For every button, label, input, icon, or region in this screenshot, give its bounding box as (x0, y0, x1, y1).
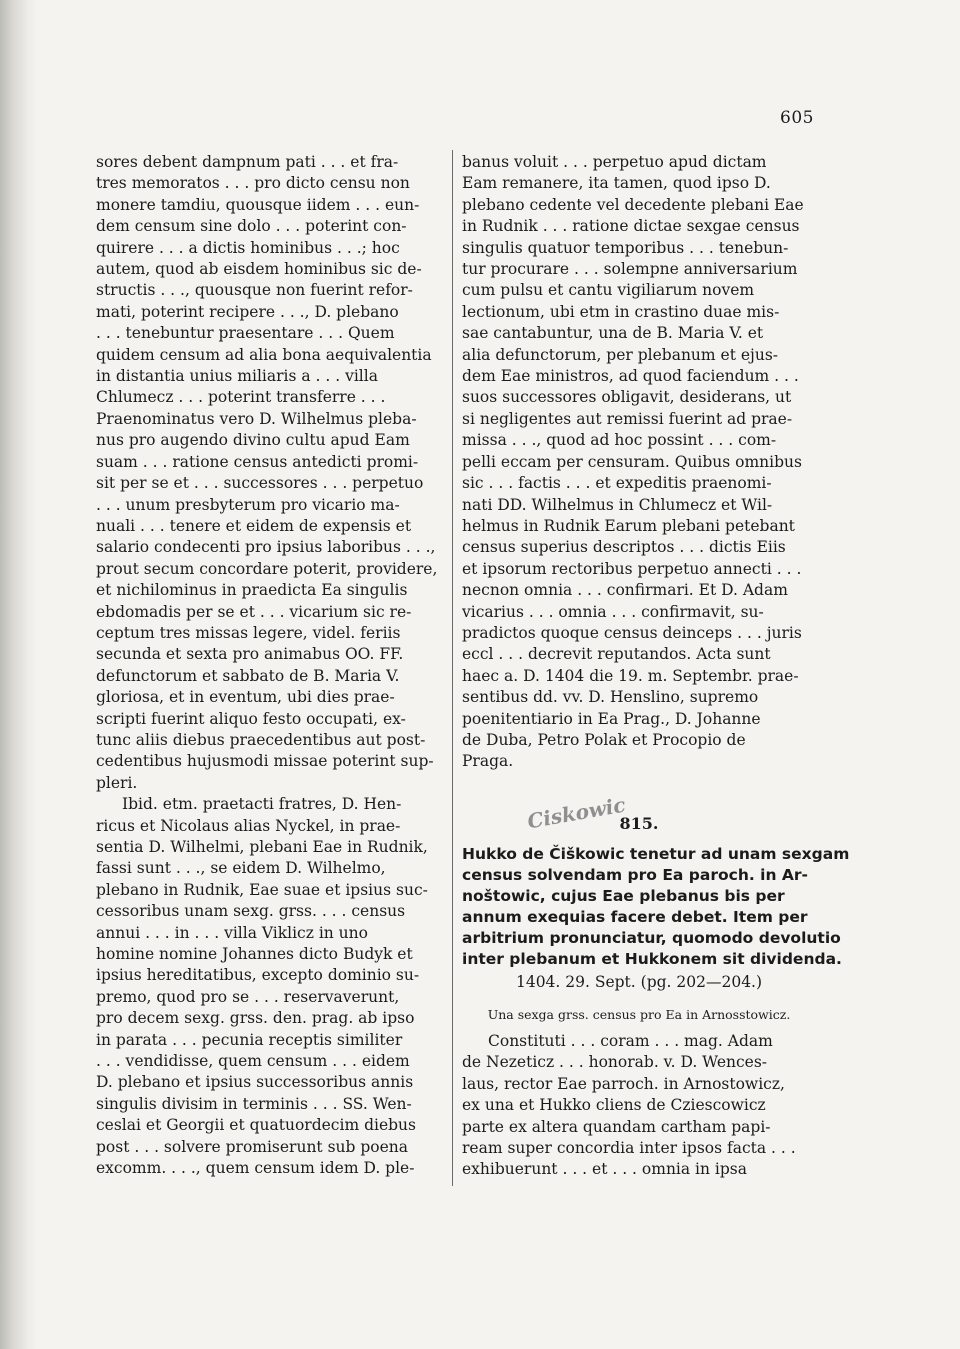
text-line: ebdomadis per se et . . . vicarium sic re- (96, 602, 412, 621)
text-line: pleri. (96, 773, 138, 792)
text-line: quidem censum ad alia bona aequivalentia (96, 345, 432, 364)
text-line: missa . . ., quod ad hoc possint . . . com- (462, 431, 777, 450)
text-line: nati DD. Wilhelmus in Chlumecz et Wil- (462, 495, 773, 514)
text-line: nus pro augendo divino cultu apud Eam (96, 431, 410, 450)
text-line: ex una et Hukko cliens de Cziescowicz (462, 1096, 766, 1115)
text-line: ipsius hereditatibus, excepto dominio su- (96, 966, 420, 985)
right-column (462, 152, 850, 1181)
text-line: Chlumecz . . . poterint transferre . . . (96, 388, 386, 407)
section-heading (462, 844, 850, 970)
text-line: banus voluit . . . perpetuo apud dictam (462, 153, 767, 171)
text-line: suos successores obligavit, desiderans, ut (462, 388, 792, 407)
text-line: in parata . . . pecunia receptis similiter (96, 1030, 403, 1049)
text-line: lectionum, ubi etm in crastino duae mis- (462, 302, 780, 321)
text-line: suam . . . ratione census antedicti promi- (96, 452, 419, 471)
text-line: tur procurare . . . solempne anniversarium (462, 260, 798, 279)
column-divider (452, 150, 453, 1186)
text-line: sic . . . factis . . . et expeditis praenomi- (462, 474, 772, 493)
text-line: plebano in Rudnik, Eae suae et ipsius suc- (96, 880, 428, 899)
text-line: et nichilominus in praedicta Ea singulis (96, 581, 408, 600)
text-line: inter plebanum et Hukkonem sit dividenda. (462, 950, 842, 969)
section-number-text: 815. (619, 813, 659, 833)
text-line: alia defunctorum, per plebanum et ejus- (462, 345, 779, 364)
text-line: tunc aliis diebus praecedentibus aut post- (96, 730, 426, 749)
text-line: autem, quod ab eisdem hominibus sic de- (96, 260, 422, 279)
text-line: dem Eae ministros, ad quod faciendum . . . (462, 367, 799, 386)
text-line: structis . . ., quousque non fuerint refor- (96, 281, 413, 300)
text-line: arbitrium pronunciatur, quomodo devolutio (462, 929, 841, 948)
text-line: sae cantabuntur, una de B. Maria V. et (462, 324, 764, 343)
text-line: sentia D. Wilhelmi, plebani Eae in Rudnik, (96, 838, 428, 856)
text-line: in distantia unius miliaris a . . . villa (96, 367, 378, 386)
text-line: quirere . . . a dictis hominibus . . .; hoc (96, 238, 400, 257)
text-line: excomm. . . ., quem censum idem D. ple- (96, 1159, 415, 1178)
text-line: laus, rector Eae parroch. in Arnostowicz, (462, 1074, 785, 1093)
text-line: cessoribus unam sexg. grss. . . . census (96, 902, 406, 921)
text-line: annum exequias facere debet. Item per (462, 908, 808, 927)
text-line: census solvendam pro Ea paroch. in Ar- (462, 866, 808, 885)
text-line: homine nomine Johannes dicto Budyk et (96, 945, 413, 964)
text-line: ricus et Nicolaus alias Nyckel, in prae- (96, 816, 401, 835)
text-line: eccl . . . decrevit reputandos. Acta sunt (462, 645, 771, 664)
text-line: noštowic, cujus Eae plebanus bis per (462, 887, 785, 906)
section-date: 1404. 29. Sept. (pg. 202—204.) (515, 973, 763, 992)
text-line: parte ex altera quandam cartham papi- (462, 1117, 771, 1136)
text-line: singulis quatuor temporibus . . . tenebun- (462, 238, 789, 257)
book-spine-shadow (0, 0, 38, 1349)
text-line: ream super concordia inter ipsos facta . . . (462, 1139, 796, 1158)
text-line: cum pulsu et cantu vigiliarum novem (462, 281, 755, 300)
text-line: annui . . . in . . . villa Viklicz in uno (96, 923, 368, 942)
text-line: fassi sunt . . ., se eidem D. Wilhelmo, (96, 859, 386, 878)
text-line: premo, quod pro se . . . reservaverunt, (96, 987, 400, 1006)
text-line: census superius descriptos . . . dictis Eiis (462, 538, 786, 557)
page-number: 605 (780, 108, 814, 128)
text-line: tres memoratos . . . pro dicto censu non (96, 174, 410, 193)
text-line: monere tamdiu, quousque iidem . . . eun- (96, 195, 420, 214)
text-line: et ipsorum rectoribus perpetuo annecti . . . (462, 559, 802, 578)
text-line: . . . tenebuntur praesentare . . . Quem (96, 324, 395, 343)
text-line: Constituti . . . coram . . . mag. Adam (488, 1032, 773, 1050)
text-line: plebano cedente vel decedente plebani Eae (462, 195, 804, 214)
text-line: cedentibus hujusmodi missae poterint sup- (96, 752, 434, 771)
text-line: Ibid. etm. praetacti fratres, D. Hen- (122, 795, 402, 814)
text-line: dem censum sine dolo . . . poterint con- (96, 217, 407, 236)
text-line: helmus in Rudnik Earum plebani petebant (462, 516, 795, 535)
right-column-text (462, 152, 816, 773)
text-line: . . . unum presbyterum pro vicario ma- (96, 495, 400, 514)
section-body (462, 1031, 816, 1181)
text-line: sores debent dampnum pati . . . et fra- (96, 153, 399, 171)
left-column (96, 152, 442, 1180)
text-line: pradictos quoque census deinceps . . . juris (462, 623, 802, 642)
text-line: sit per se et . . . successores . . . perpetuo (96, 474, 424, 493)
section-number (462, 792, 816, 834)
text-line: Praenominatus vero D. Wilhelmus pleba- (96, 409, 417, 428)
text-line: prout secum concordare poterit, providere, (96, 559, 438, 578)
text-line: sentibus dd. vv. D. Henslino, supremo (462, 688, 759, 707)
text-line: de Duba, Petro Polak et Procopio de (462, 730, 746, 749)
text-line: scripti fuerint aliquo festo occupati, ex- (96, 709, 406, 728)
text-line: si negligentes aut remissi fuerint ad prae- (462, 409, 793, 428)
handwritten-margin-note: Ciskowic (525, 792, 628, 834)
text-line: nuali . . . tenere et eidem de expensis et (96, 516, 412, 535)
text-line: ceptum tres missas legere, videl. feriis (96, 623, 401, 642)
text-line: poenitentiario in Ea Prag., D. Johanne (462, 709, 761, 728)
text-line: . . . vendidisse, quem censum . . . eidem (96, 1052, 410, 1071)
text-line: mati, poterint recipere . . ., D. plebano (96, 302, 399, 321)
text-line: defunctorum et sabbato de B. Maria V. (96, 666, 400, 685)
text-line: ceslai et Georgii et quatuordecim diebus (96, 1116, 416, 1135)
section-summary-note: Una sexga grss. census pro Ea in Arnosstowicz. (487, 1006, 791, 1022)
text-line: Hukko de Čiškowic tenetur ad unam sexgam (462, 845, 850, 864)
text-line: secunda et sexta pro animabus OO. FF. (96, 645, 404, 664)
text-line: salario condecenti pro ipsius laboribus . . ., (96, 538, 436, 557)
text-line: Praga. (462, 752, 514, 771)
text-line: gloriosa, et in eventum, ubi dies prae- (96, 688, 395, 707)
text-line: necnon omnia . . . confirmari. Et D. Adam (462, 581, 788, 600)
text-line: exhibuerunt . . . et . . . omnia in ipsa (462, 1160, 747, 1179)
text-line: in Rudnik . . . ratione dictae sexgae census (462, 217, 800, 236)
text-line: haec a. D. 1404 die 19. m. Septembr. prae- (462, 666, 799, 685)
text-line: vicarius . . . omnia . . . confirmavit, su- (462, 602, 764, 621)
text-line: pro decem sexg. grss. den. prag. ab ipso (96, 1009, 415, 1028)
text-line: singulis divisim in terminis . . . SS. Wen- (96, 1094, 412, 1113)
text-line: de Nezeticz . . . honorab. v. D. Wences- (462, 1053, 768, 1072)
text-line: D. plebano et ipsius successoribus annis (96, 1073, 414, 1092)
text-line: Eam remanere, ita tamen, quod ipso D. (462, 174, 771, 193)
text-line: post . . . solvere promiserunt sub poena (96, 1137, 409, 1156)
text-line: pelli eccam per censuram. Quibus omnibus (462, 452, 802, 471)
